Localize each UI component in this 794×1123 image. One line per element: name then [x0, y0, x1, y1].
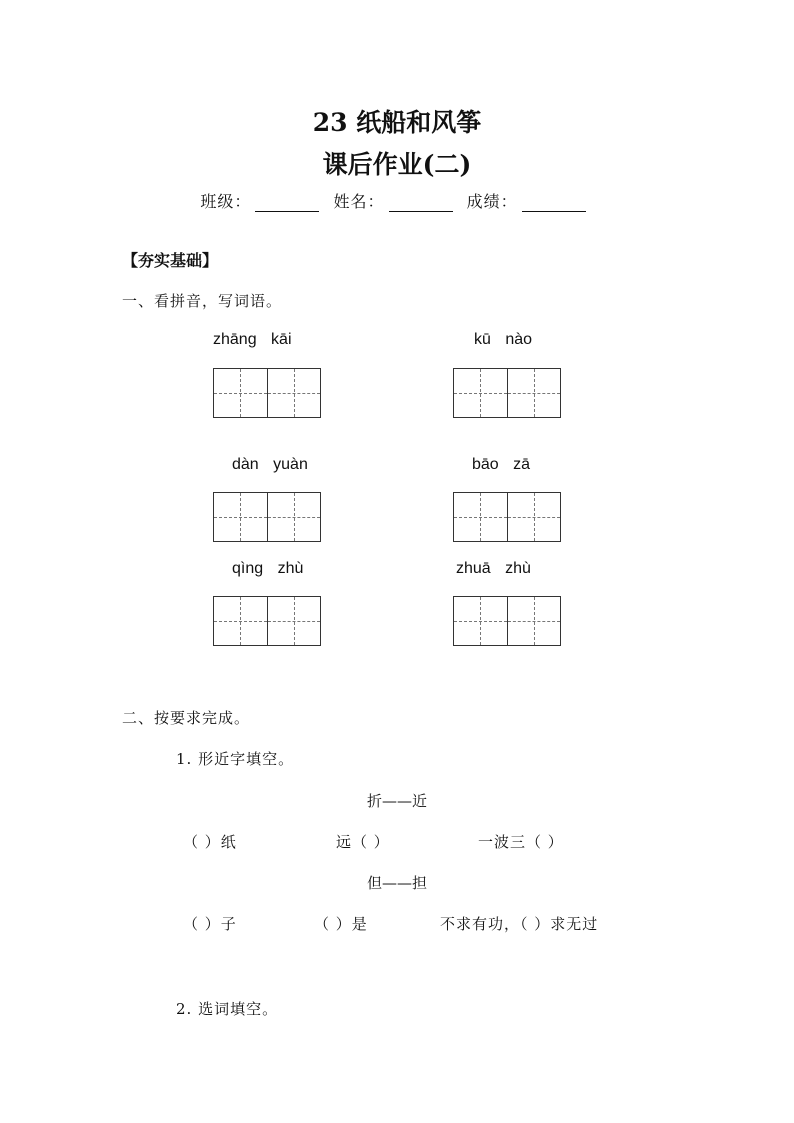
writing-grid-1[interactable]: [213, 368, 321, 418]
pinyin-3: dàn yuàn: [232, 456, 308, 473]
writing-grid-3[interactable]: [213, 492, 321, 542]
writing-grid-6[interactable]: [453, 596, 561, 646]
writing-grid-4[interactable]: [453, 492, 561, 542]
q2-title: 二、按要求完成。: [122, 709, 251, 727]
name-blank[interactable]: [389, 195, 453, 212]
fill-blank-3[interactable]: 一波三（ ）: [478, 833, 564, 851]
pinyin-6: zhuā zhù: [456, 560, 531, 577]
pinyin-2: kū nào: [474, 331, 533, 348]
pinyin-1: zhāng kāi: [213, 331, 292, 348]
char-pair-2: 但——担: [366, 874, 427, 892]
q1-title: 一、看拼音，写词语。: [122, 292, 283, 310]
class-label: 班级：: [200, 192, 252, 211]
score-label: 成绩：: [466, 192, 518, 211]
class-blank[interactable]: [255, 195, 319, 212]
student-info-line: [0, 189, 794, 212]
fill-blank-2[interactable]: 远（ ）: [336, 833, 390, 851]
pinyin-5: qìng zhù: [232, 560, 304, 577]
writing-grid-5[interactable]: [213, 596, 321, 646]
score-blank[interactable]: [522, 195, 586, 212]
section-basics-heading: 【夯实基础】: [122, 251, 219, 270]
worksheet-subtitle: 课后作业(二): [322, 150, 472, 179]
fill-blank-6[interactable]: 不求有功，（ ）求无过: [440, 915, 599, 933]
lesson-title: 23 纸船和风筝: [312, 108, 482, 137]
fill-blank-1[interactable]: （ ）纸: [183, 833, 237, 851]
fill-blank-5[interactable]: （ ）是: [314, 915, 368, 933]
writing-grid-2[interactable]: [453, 368, 561, 418]
fill-blank-4[interactable]: （ ）子: [183, 915, 237, 933]
name-label: 姓名：: [333, 192, 385, 211]
pinyin-4: bāo zā: [472, 456, 531, 473]
q2-sub2-title: 2. 选词填空。: [176, 1000, 279, 1018]
char-pair-1: 折——近: [366, 792, 427, 810]
q2-sub1-title: 1. 形近字填空。: [176, 750, 295, 768]
